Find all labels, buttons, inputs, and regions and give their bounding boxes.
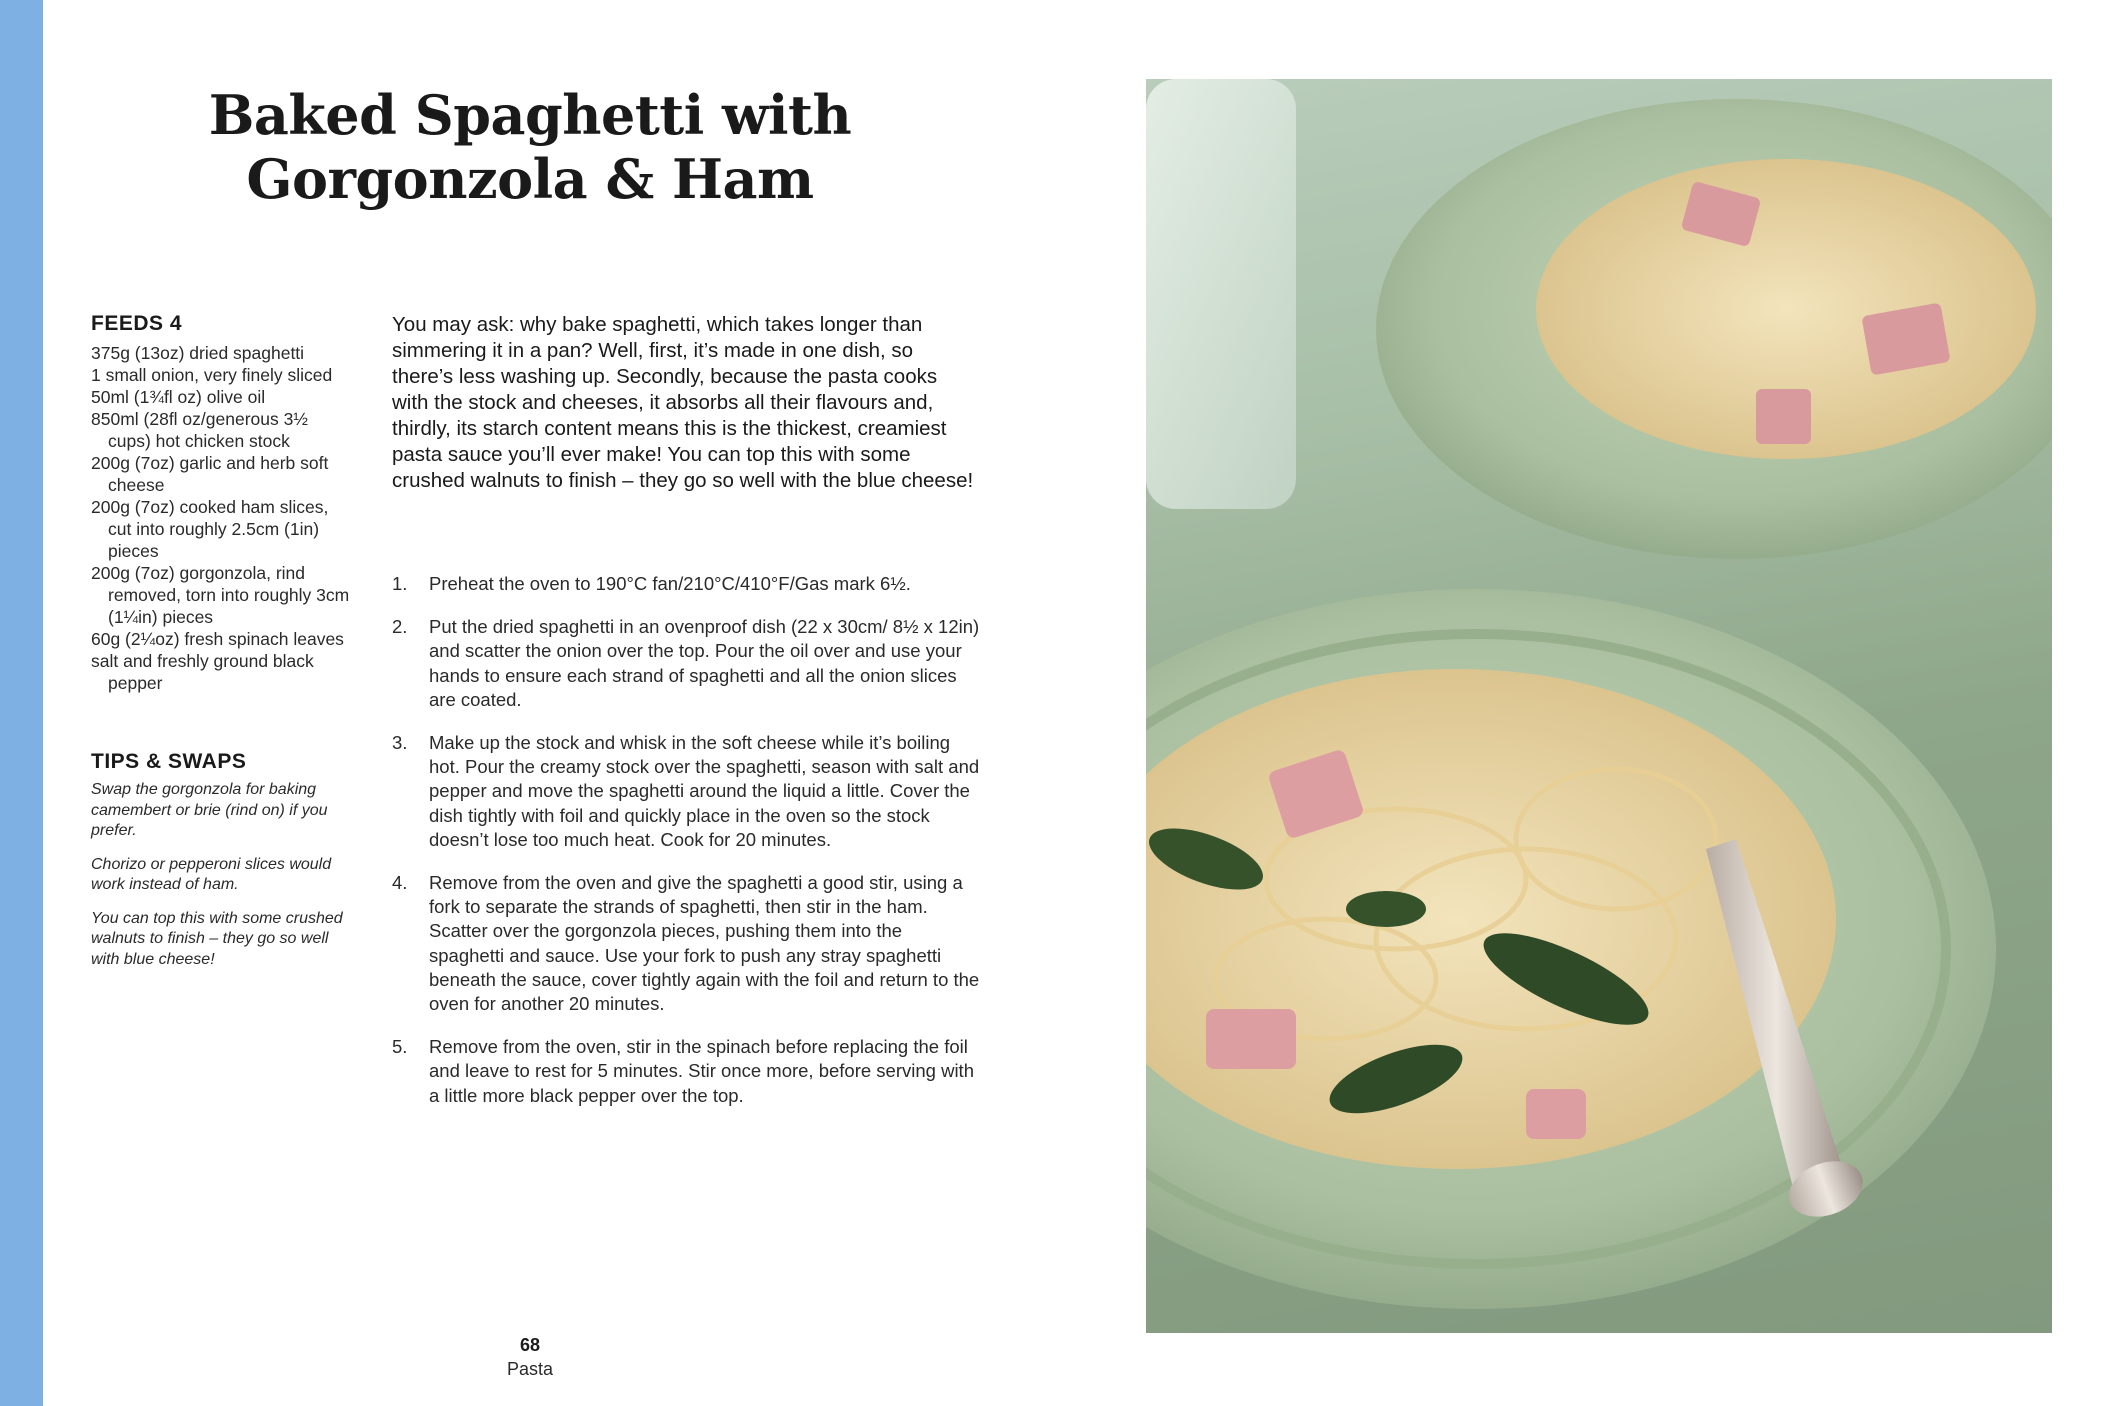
ham-piece [1526,1089,1586,1139]
feeds-heading: FEEDS 4 [91,312,183,335]
tip-item: You can top this with some crushed walnuts to finish – they go so well with blue cheese! [91,909,343,968]
page-number: 68 [519,1335,541,1355]
ingredients-list [91,342,351,694]
method-steps [392,572,982,1127]
section-name: Pasta [506,1359,554,1379]
step-number: 1. [392,573,408,594]
tips-list [91,780,351,970]
recipe-title-line-2: Gorgonzola & Ham [246,147,814,211]
method-step [392,615,982,712]
ingredient-item: 375g (13oz) dried spaghetti [91,343,305,363]
ingredients-sidebar [91,312,351,983]
step-text: Remove from the oven, stir in the spinach before replacing the foil and leave to rest for 5 minutes. Stir once more, before serving with a little more black pepper over the top. [429,1036,974,1106]
step-text: Make up the stock and whisk in the soft cheese while it’s boiling hot. Pour the creamy stock over the spaghetti, season with salt and pepper and move the spaghetti around the liquid a little. Cover the dish tightly with foil and quickly place in the oven so the stock doesn’t lose too much heat. Cook for 20 minutes. [429,732,980,850]
recipe-photo [1146,79,2052,1333]
ingredient-item: 200g (7oz) garlic and herb soft cheese [91,453,329,495]
page-footer [440,1333,620,1381]
method-step [392,871,982,1016]
tip-item: Chorizo or pepperoni slices would work instead of ham. [91,855,332,893]
drinking-glass [1146,79,1296,509]
ingredient-item: 850ml (28fl oz/generous 3½ cups) hot chicken stock [91,409,308,451]
step-text: Put the dried spaghetti in an ovenproof dish (22 x 30cm/ 8½ x 12in) and scatter the onion over the top. Pour the oil over and use your hands to ensure each strand of spaghetti and all the onion slices are coated. [429,616,980,710]
tips-heading: TIPS & SWAPS [91,750,247,773]
chapter-color-bar [0,0,43,1406]
step-number: 2. [392,616,408,638]
ingredient-item: 60g (2¼oz) fresh spinach leaves [91,629,344,649]
ingredient-item: 200g (7oz) cooked ham slices, cut into roughly 2.5cm (1in) pieces [91,497,329,561]
step-number: 4. [392,872,408,894]
recipe-intro: You may ask: why bake spaghetti, which takes longer than simmering it in a pan? Well, first, it’s made in one dish, so there’s less washing up. Secondly, because the pasta cooks with the stock and cheeses, it absorbs all their flavours and, thirdly, its starch content means this is the thickest, creamiest pasta sauce you’ll ever make! You can top this with some crushed walnuts to finish – they go so well with the blue cheese! [392,313,974,492]
tip-item: Swap the gorgonzola for baking camembert or brie (rind on) if you prefer. [91,781,328,839]
ingredient-item: 1 small onion, very finely sliced [91,365,333,385]
ham-piece [1206,1009,1296,1069]
ingredient-item: 50ml (1¾fl oz) olive oil [91,387,266,407]
ingredient-item: salt and freshly ground black pepper [91,651,314,693]
recipe-title [180,83,880,211]
method-step [392,572,982,596]
step-number: 3. [392,732,408,754]
step-text: Remove from the oven and give the spaghetti a good stir, using a fork to separate the strands of spaghetti, then stir in the ham. Scatter over the gorgonzola pieces, pushing them into the spaghetti and sauce. Use your fork to push any stray spaghetti beneath the sauce, cover tightly again with the foil and return to the oven for another 20 minutes. [429,872,980,1015]
recipe-title-line-1: Baked Spaghetti with [208,83,852,147]
ingredient-item: 200g (7oz) gorgonzola, rind removed, torn into roughly 3cm (1¼in) pieces [91,563,350,627]
spinach-leaf [1346,891,1426,927]
method-step [392,1035,982,1108]
step-text: Preheat the oven to 190°C fan/210°C/410°F/Gas mark 6½. [429,573,911,594]
method-step [392,731,982,852]
step-number: 5. [392,1036,408,1058]
ham-piece [1756,389,1811,444]
